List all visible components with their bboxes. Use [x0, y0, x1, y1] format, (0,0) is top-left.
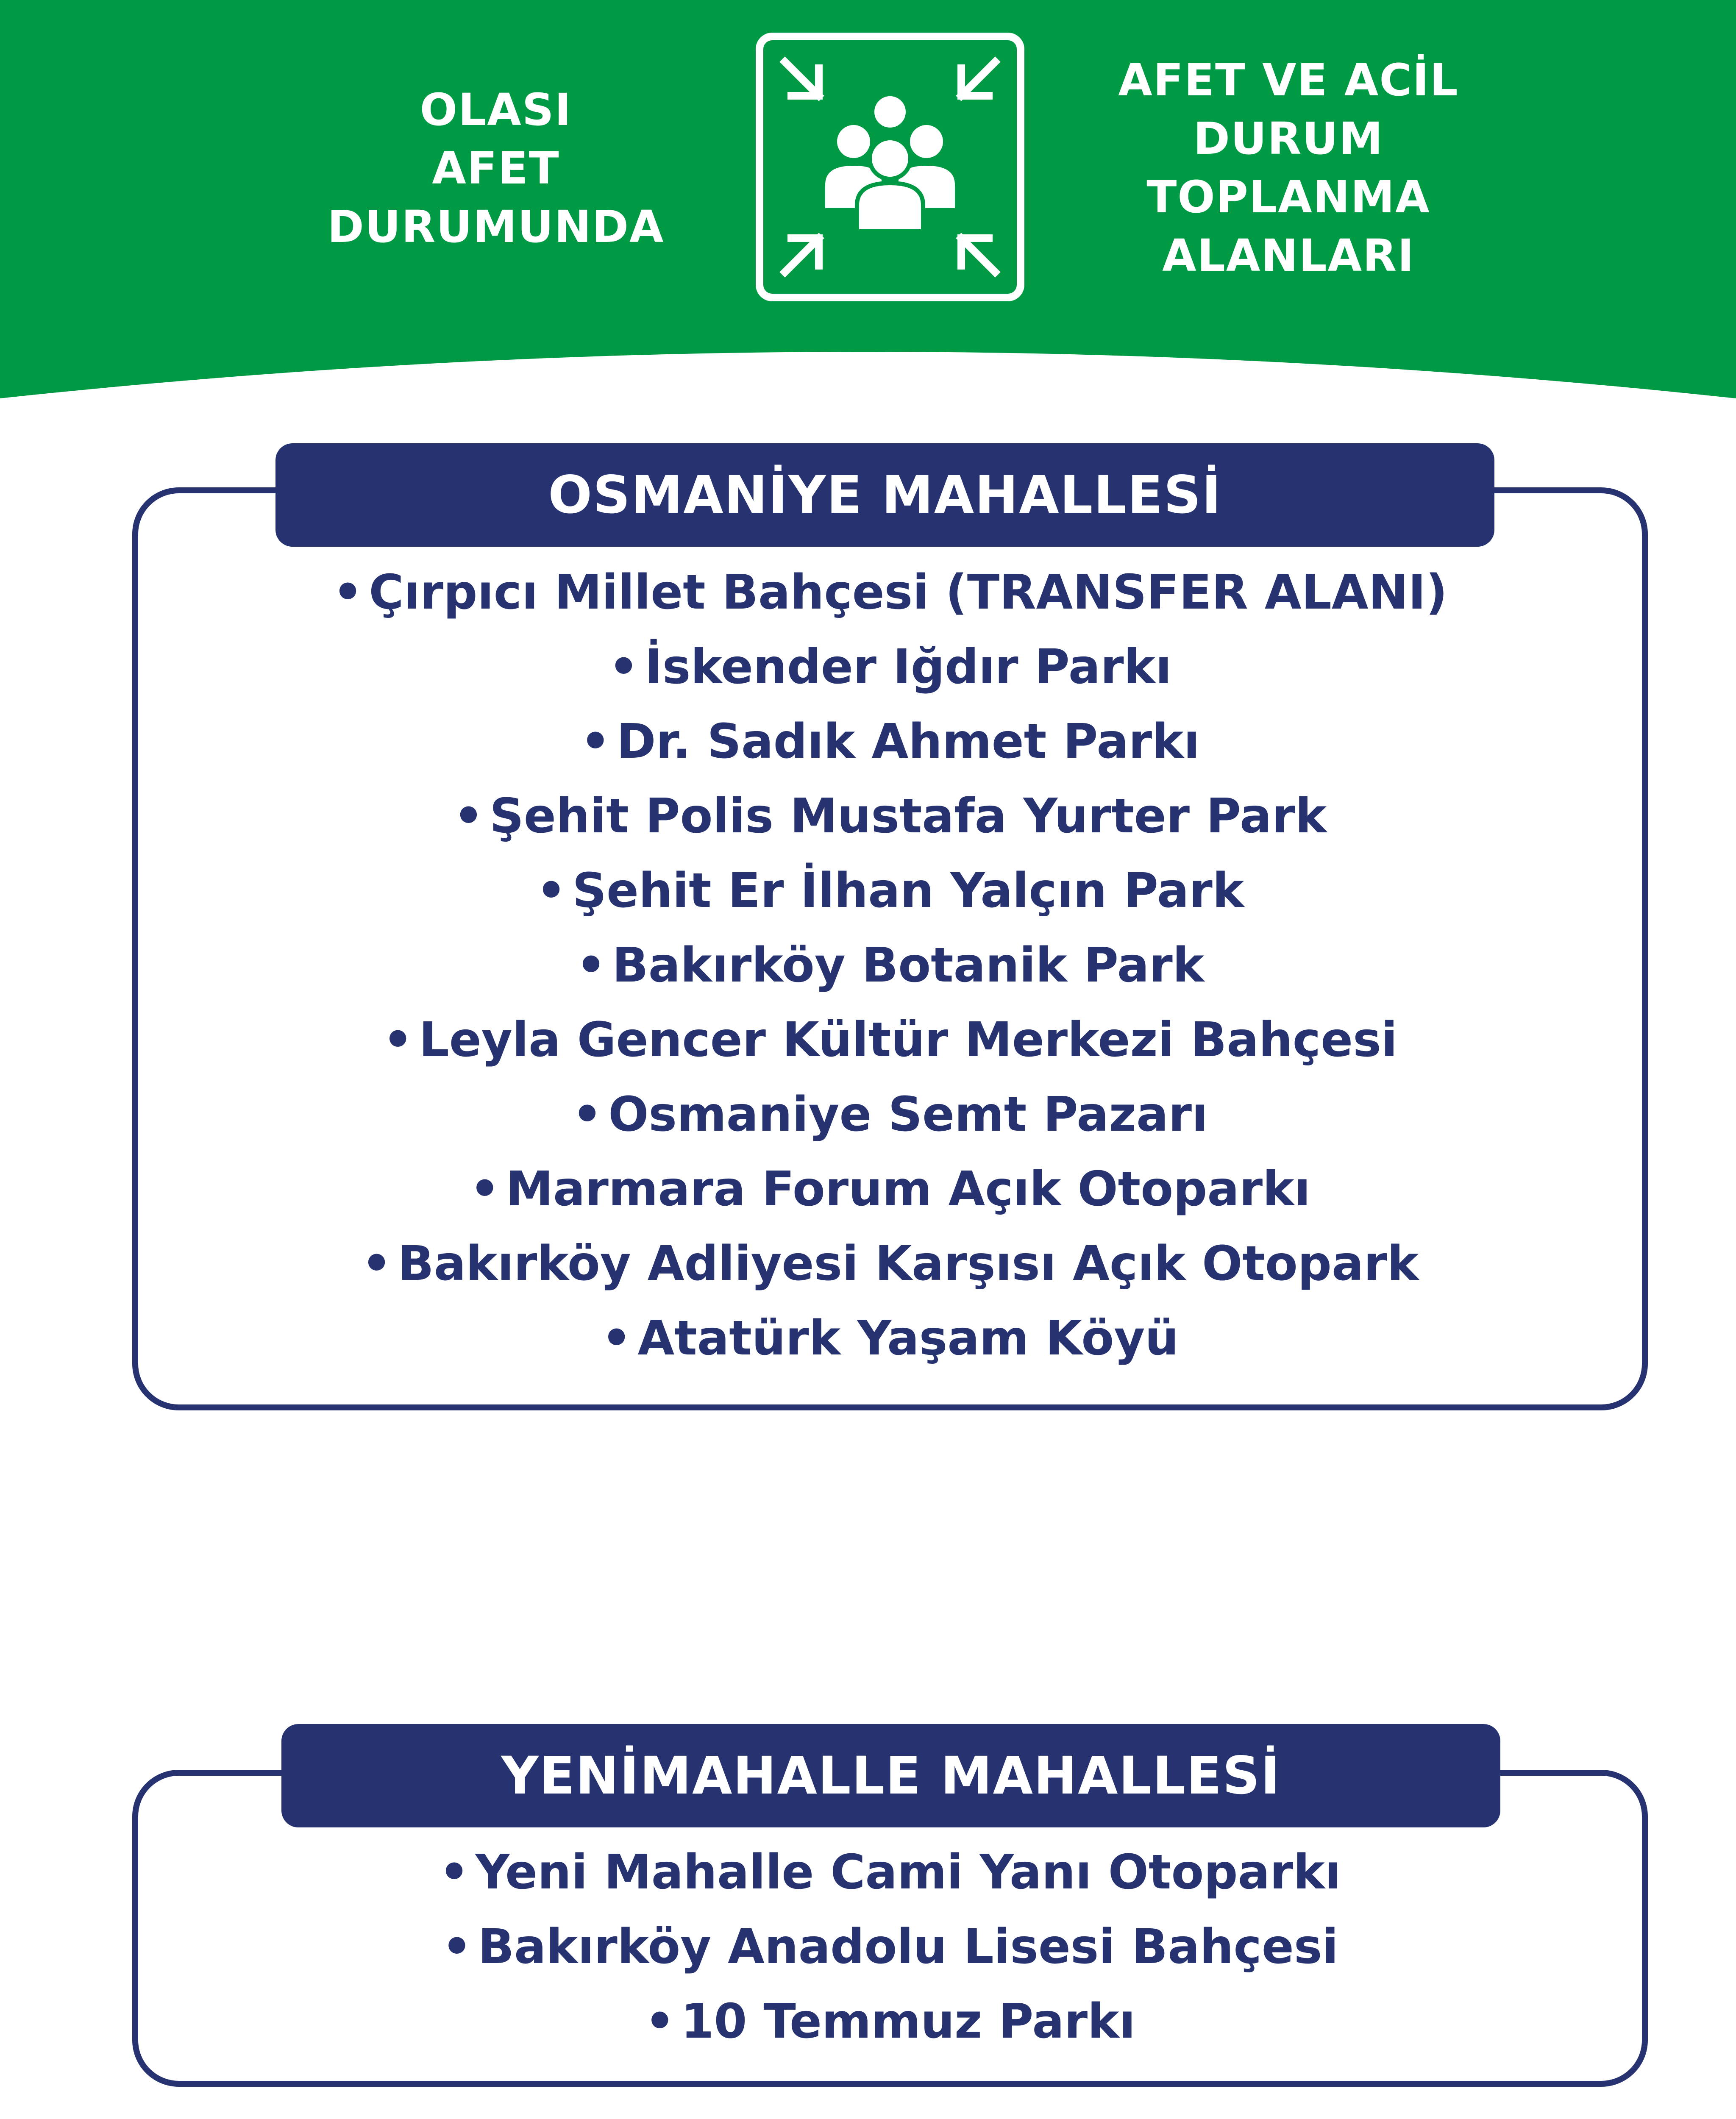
list-item: • Osmaniye Semt Pazarı [132, 1077, 1648, 1152]
list-item: • Çırpıcı Millet Bahçesi (TRANSFER ALANI) [132, 555, 1648, 630]
list-item: • 10 Temmuz Parkı [132, 1984, 1648, 2059]
list-item: • Bakırköy Adliyesi Karşısı Açık Otopark [132, 1226, 1648, 1301]
list-item: • Leyla Gencer Kültür Merkezi Bahçesi [132, 1003, 1648, 1077]
osmaniye-section-title: OSMANİYE MAHALLESİ [275, 443, 1494, 547]
list-item: • Atatürk Yaşam Köyü [132, 1301, 1648, 1376]
list-item: • Yeni Mahalle Cami Yanı Otoparkı [132, 1835, 1648, 1910]
list-item: • Şehit Er İlhan Yalçın Park [132, 854, 1648, 928]
header-left-line: OLASI [420, 84, 572, 136]
list-item: • Bakırköy Botanik Park [132, 928, 1648, 1003]
header-right-line: ALANLARI [1162, 230, 1415, 281]
header-right-text [1060, 51, 1517, 285]
list-item: • Şehit Polis Mustafa Yurter Park [132, 779, 1648, 854]
list-item: • Dr. Sadık Ahmet Parkı [132, 704, 1648, 779]
header-left-line: AFET [432, 142, 560, 194]
header-left-line: DURUMUNDA [327, 201, 665, 253]
list-item: • İskender Iğdır Parkı [132, 630, 1648, 704]
osmaniye-place-list [132, 555, 1648, 1376]
header-right-line: TOPLANMA [1146, 171, 1430, 223]
yenimahalle-place-list [132, 1835, 1648, 2059]
list-item: • Bakırköy Anadolu Lisesi Bahçesi [132, 1910, 1648, 1984]
assembly-point-icon [755, 32, 1025, 302]
header-right-line: DURUM [1193, 113, 1384, 164]
yenimahalle-section-title: YENİMAHALLE MAHALLESİ [281, 1724, 1500, 1827]
header-left-text [297, 81, 695, 256]
list-item: • Marmara Forum Açık Otoparkı [132, 1152, 1648, 1226]
header-right-line: AFET VE ACİL [1118, 54, 1459, 106]
